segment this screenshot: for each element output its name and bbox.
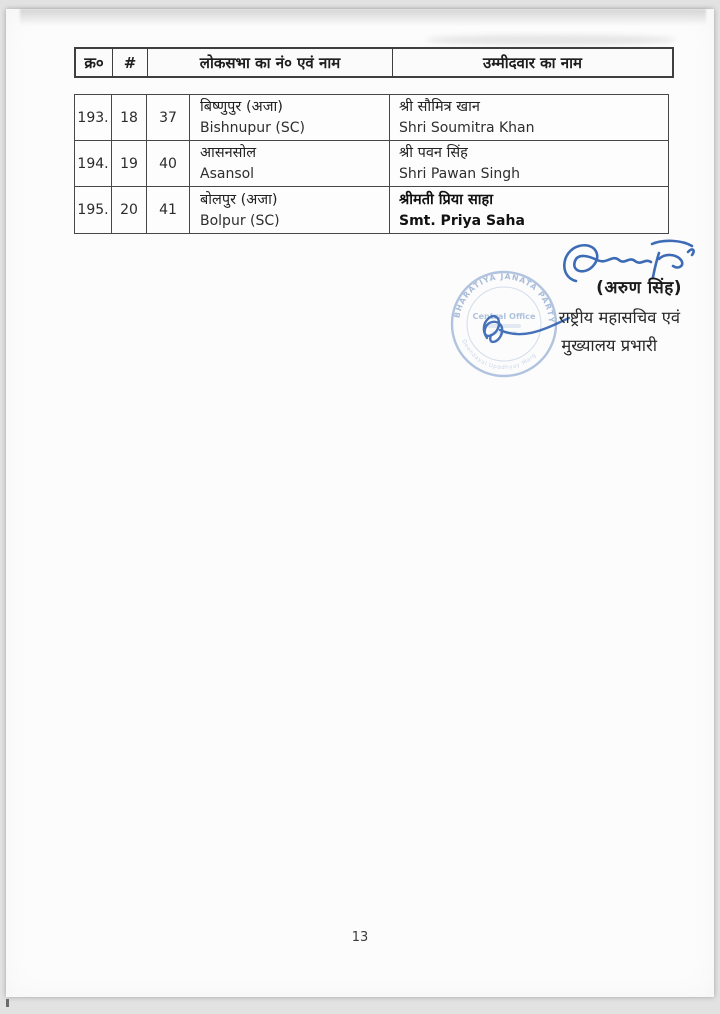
signatory-designation-line1: राष्ट्रीय महासचिव एवं: [558, 308, 680, 327]
header-serial: क्र०: [76, 49, 113, 76]
cell-constituency: [190, 141, 390, 186]
candidate-english: Shri Soumitra Khan: [399, 120, 535, 136]
scan-smudge-header: [426, 35, 676, 45]
candidate-table-body: [74, 94, 669, 234]
cell-state-no: 20: [112, 187, 147, 233]
signatory-designation-line2: मुख्यालय प्रभारी: [561, 336, 657, 355]
signatory-name: (अरुण सिंह): [596, 278, 682, 298]
stamp-arc-bottom-text: Deendayal Upadhyay Marg: [460, 338, 538, 372]
document-page: [6, 9, 714, 997]
candidate-hindi: श्रीमती प्रिया साहा: [399, 191, 493, 208]
scan-edge-mark: [6, 999, 9, 1007]
header-hash: #: [113, 49, 148, 76]
scan-smudge-top: [20, 9, 706, 25]
constituency-hindi: आसनसोल: [200, 145, 257, 161]
cell-pc-no: 40: [147, 141, 190, 186]
cell-candidate: [390, 141, 668, 186]
cell-state-no: 19: [112, 141, 147, 186]
constituency-hindi: बिष्णुपुर (अजा): [200, 99, 283, 115]
cell-constituency: [190, 95, 390, 140]
cell-serial: 193.: [75, 95, 112, 140]
header-candidate: उम्मीदवार का नाम: [483, 53, 582, 72]
cell-serial: 195.: [75, 187, 112, 233]
cell-state-no: 18: [112, 95, 147, 140]
cell-serial: 194.: [75, 141, 112, 186]
cell-candidate: [390, 95, 668, 140]
candidate-english: Smt. Priya Saha: [399, 212, 525, 229]
cell-pc-no: 41: [147, 187, 190, 233]
constituency-english: Bishnupur (SC): [200, 120, 305, 136]
header-constituency: लोकसभा का नं० एवं नाम: [148, 49, 393, 76]
candidate-hindi: श्री सौमित्र खान: [399, 99, 480, 115]
table-row: [75, 187, 668, 233]
page-number: 13: [351, 930, 369, 945]
constituency-english: Asansol: [200, 166, 255, 182]
table-header-row: [74, 47, 674, 78]
constituency-english: Bolpur (SC): [200, 212, 280, 229]
stamp-arc-top-text: BHARATIYA JANATA PARTY: [452, 271, 557, 324]
candidate-english: Shri Pawan Singh: [399, 166, 521, 182]
stamp-center-text: Central Office: [472, 311, 536, 321]
constituency-hindi: बोलपुर (अजा): [200, 191, 278, 208]
cell-candidate: [390, 187, 668, 233]
candidate-hindi: श्री पवन सिंह: [399, 145, 468, 161]
cell-pc-no: 37: [147, 95, 190, 140]
table-row: [75, 141, 668, 187]
table-row: [75, 95, 668, 141]
cell-constituency: [190, 187, 390, 233]
